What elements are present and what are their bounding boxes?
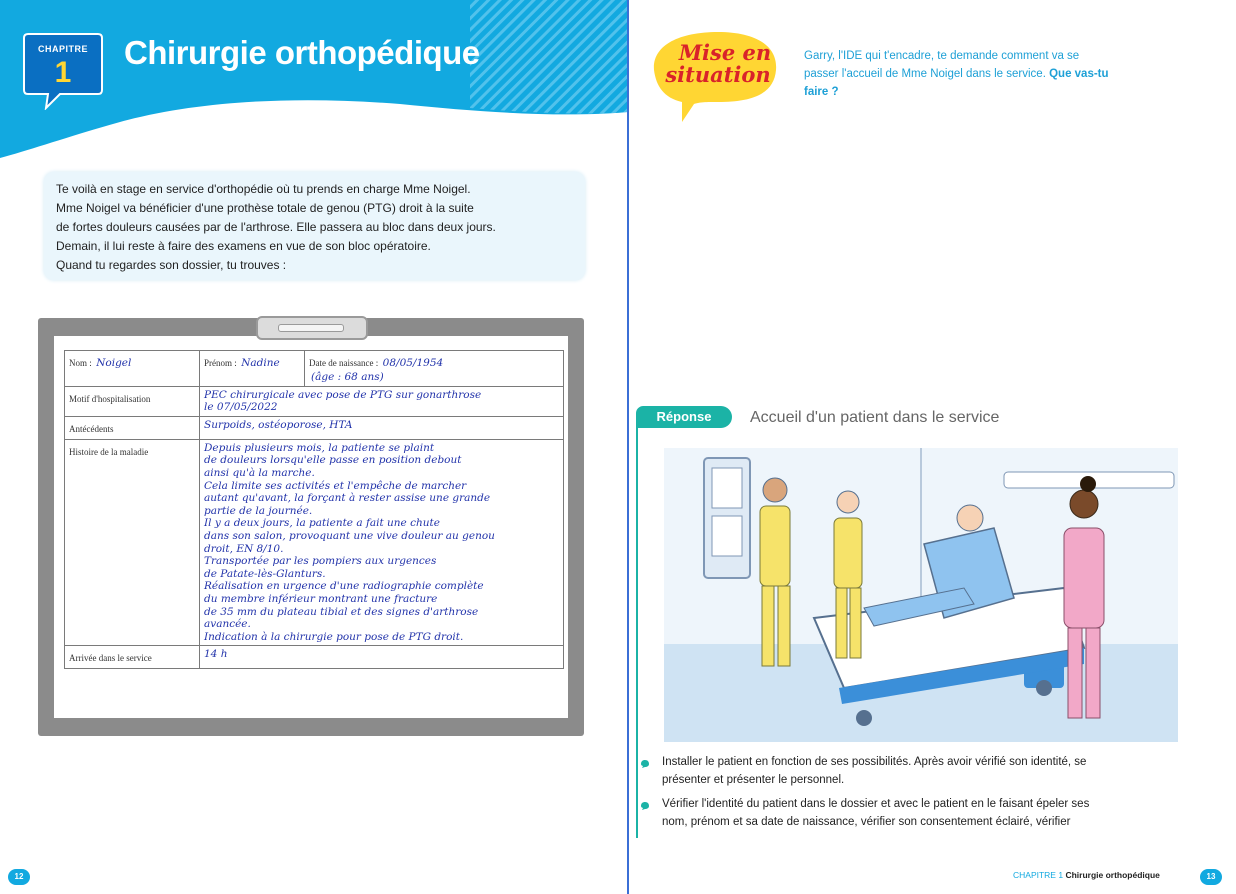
naissance-label: Date de naissance : [309, 358, 379, 368]
intro-line: Quand tu regardes son dossier, tu trouves : [56, 258, 287, 272]
antecedents-label-cell [65, 416, 200, 439]
motif-label: Motif d'hospitalisation [69, 393, 151, 404]
bullet-line: présenter et présenter le personnel. [662, 774, 845, 786]
intro-line: Mme Noigel va bénéficier d'une prothèse totale de genou (PTG) droit à la suite [56, 201, 474, 215]
nom-label: Nom : [69, 358, 92, 368]
intro-line: Demain, il lui reste à faire des examens en vue de son bloc opératoire. [56, 239, 431, 253]
motif-line: PEC chirurgicale avec pose de PTG sur gonarthrose [204, 388, 482, 401]
mise-title-line2: situation [665, 62, 771, 87]
table-row [65, 646, 564, 669]
arrivee-label: Arrivée dans le service [69, 653, 152, 664]
age-value: (âge : 68 ans) [311, 371, 384, 383]
histoire-line: Il y a deux jours, la patiente a fait une chute [204, 517, 440, 530]
intro-line: Te voilà en stage en service d'orthopédie où tu prends en charge Mme Noigel. [56, 182, 471, 196]
motif-value-cell [200, 386, 564, 416]
situation-question: Que vas-tu [1049, 68, 1109, 80]
histoire-line: de 35 mm du plateau tibial et des signes d'arthrose [204, 605, 479, 618]
reponse-title: Accueil d'un patient dans le service [750, 409, 1000, 426]
table-row [65, 351, 564, 387]
mise-title-line1: Mise en [678, 40, 772, 65]
histoire-line: partie de la journée. [204, 504, 313, 517]
histoire-line: droit, EN 8/10. [204, 542, 284, 555]
naissance-cell [305, 351, 564, 387]
arrivee-value: 14 h [200, 646, 564, 669]
page-number-right: 13 [1200, 869, 1222, 885]
situation-text-line3 [804, 86, 839, 98]
situation-text-line1: Garry, l'IDE qui t'encadre, te demande comment va se [804, 50, 1080, 62]
situation-text-line2 [804, 68, 1109, 80]
histoire-line: Transportée par les pompiers aux urgences [204, 555, 437, 568]
reponse-label: Réponse [636, 406, 732, 428]
histoire-line: ainsi qu'à la marche. [204, 466, 315, 479]
clipboard-clip-slot [278, 324, 344, 332]
prenom-cell [200, 351, 305, 387]
histoire-line: Indication à la chirurgie pour pose de PTG droit. [204, 630, 464, 643]
bullet-line: nom, prénom et sa date de naissance, vérifier son consentement éclairé, vérifier [662, 816, 1071, 828]
naissance-value: 08/05/1954 [382, 357, 444, 369]
histoire-value-cell [200, 439, 564, 646]
bullet-line: Installer le patient en fonction de ses possibilités. Après avoir vérifié son identité, se [662, 756, 1087, 768]
bullet-line: Vérifier l'identité du patient dans le dossier et avec le patient en le faisant épeler ses [662, 798, 1090, 810]
footer-chapter: CHAPITRE 1 [1013, 870, 1064, 880]
histoire-line: avancée. [204, 618, 251, 631]
histoire-line: de douleurs lorsqu'elle passe en position debout [204, 454, 462, 467]
running-footer [1013, 870, 1160, 880]
arrivee-label-cell [65, 646, 200, 669]
table-row [65, 416, 564, 439]
histoire-line: Réalisation en urgence d'une radiographie complète [204, 580, 484, 593]
intro-line: de fortes douleurs causées par de l'arthrose. Elle passera au bloc dans deux jours. [56, 220, 496, 234]
intro-box [44, 172, 585, 280]
page-number-left: 12 [8, 869, 30, 885]
histoire-line: Depuis plusieurs mois, la patiente se plaint [204, 441, 435, 454]
prenom-label: Prénom : [204, 358, 237, 368]
chapter-label: CHAPITRE [37, 44, 88, 54]
situation-text: passer l'accueil de Mme Noigel dans le service. [804, 68, 1046, 80]
nom-cell [65, 351, 200, 387]
histoire-label: Histoire de la maladie [69, 446, 149, 457]
chapter-title: Chirurgie orthopédique [124, 34, 480, 71]
table-row [65, 439, 564, 646]
motif-line: le 07/05/2022 [204, 401, 278, 414]
clipboard-illustration [38, 318, 584, 736]
reponse-rule [636, 428, 638, 838]
bullet-icon [640, 759, 650, 769]
histoire-line: du membre inférieur montrant une fracture [204, 592, 438, 605]
hospital-room-illustration [664, 448, 1178, 742]
antecedents-value: Surpoids, ostéoporose, HTA [200, 416, 564, 439]
motif-label-cell [65, 386, 200, 416]
histoire-line: Cela limite ses activités et l'empêche de marcher [204, 479, 467, 492]
patient-record-table [64, 350, 564, 669]
histoire-line: de Patate-lès-Glanturs. [204, 567, 326, 580]
bullet-icon [640, 801, 650, 811]
page-divider [627, 0, 629, 894]
antecedents-label: Antécédents [69, 423, 114, 434]
chapter-number: 1 [54, 56, 72, 89]
histoire-line: dans son salon, provoquant une vive douleur au genou [204, 529, 495, 542]
prenom-value: Nadine [241, 357, 280, 369]
histoire-label-cell [65, 439, 200, 646]
histoire-line: autant qu'avant, la forçant à rester assise une grande [204, 492, 491, 505]
situation-question-end: faire ? [804, 86, 839, 98]
right-page [630, 0, 1236, 894]
footer-title: Chirurgie orthopédique [1065, 870, 1160, 880]
table-row [65, 386, 564, 416]
nom-value: Noigel [96, 357, 132, 369]
